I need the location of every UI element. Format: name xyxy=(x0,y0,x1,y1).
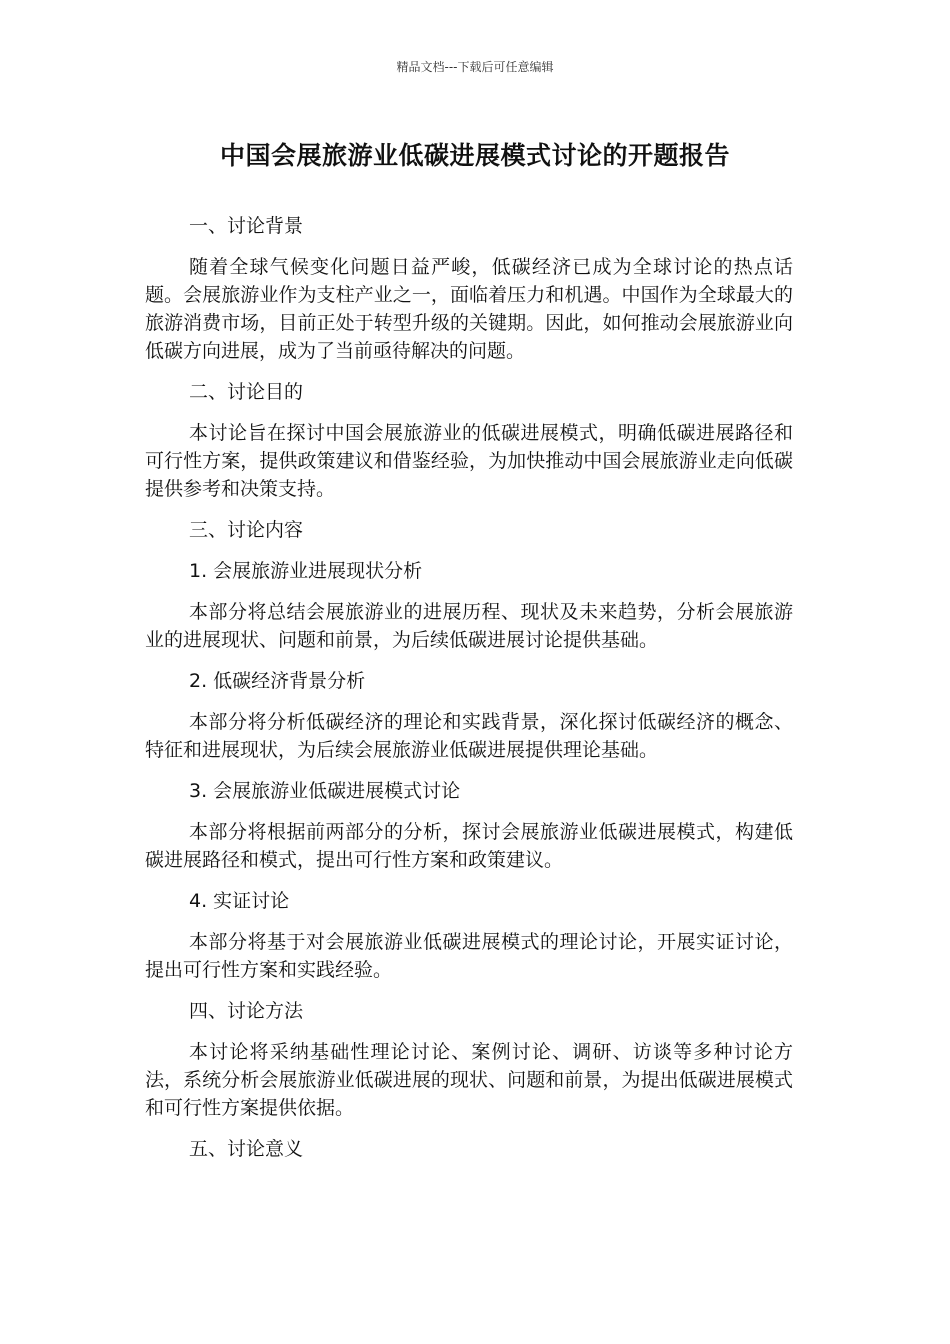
section-heading-content: 三、讨论内容 xyxy=(189,519,304,541)
paragraph-subsection-1: 本部分将总结会展旅游业的进展历程、现状及未来趋势，分析会展旅游业的进展现状、问题和前景，为后续低碳进展讨论提供基础。 xyxy=(145,601,793,651)
section-heading-purpose: 二、讨论目的 xyxy=(189,381,304,403)
section-heading-method: 四、讨论方法 xyxy=(189,1000,304,1022)
header-note: 精品文档---下载后可任意编辑 xyxy=(396,60,554,74)
subsection-heading-3: 3. 会展旅游业低碳进展模式讨论 xyxy=(189,780,461,802)
paragraph-background: 随着全球气候变化问题日益严峻，低碳经济已成为全球讨论的热点话题。会展旅游业作为支柱产业之一，面临着压力和机遇。中国作为全球最大的旅游消费市场，目前正处于转型升级的关键期。因此，如何推动会展旅游业向低碳方向进展，成为了当前亟待解决的问题。 xyxy=(145,256,793,362)
paragraph-subsection-3: 本部分将根据前两部分的分析，探讨会展旅游业低碳进展模式，构建低碳进展路径和模式，提出可行性方案和政策建议。 xyxy=(145,821,793,871)
subsection-heading-1: 1. 会展旅游业进展现状分析 xyxy=(189,560,423,582)
section-heading-significance: 五、讨论意义 xyxy=(189,1138,304,1160)
document-body xyxy=(145,212,793,1176)
paragraph-purpose: 本讨论旨在探讨中国会展旅游业的低碳进展模式，明确低碳进展路径和可行性方案，提供政策建议和借鉴经验，为加快推动中国会展旅游业走向低碳提供参考和决策支持。 xyxy=(145,422,793,500)
subsection-heading-4: 4. 实证讨论 xyxy=(189,890,290,912)
paragraph-subsection-2: 本部分将分析低碳经济的理论和实践背景，深化探讨低碳经济的概念、特征和进展现状，为后续会展旅游业低碳进展提供理论基础。 xyxy=(145,711,793,761)
subsection-heading-2: 2. 低碳经济背景分析 xyxy=(189,670,366,692)
paragraph-subsection-4: 本部分将基于对会展旅游业低碳进展模式的理论讨论，开展实证讨论，提出可行性方案和实践经验。 xyxy=(145,931,793,981)
document-title: 中国会展旅游业低碳进展模式讨论的开题报告 xyxy=(219,141,730,170)
section-heading-background: 一、讨论背景 xyxy=(189,215,304,237)
paragraph-method: 本讨论将采纳基础性理论讨论、案例讨论、调研、访谈等多种讨论方法，系统分析会展旅游业低碳进展的现状、问题和前景，为提出低碳进展模式和可行性方案提供依据。 xyxy=(145,1041,793,1119)
